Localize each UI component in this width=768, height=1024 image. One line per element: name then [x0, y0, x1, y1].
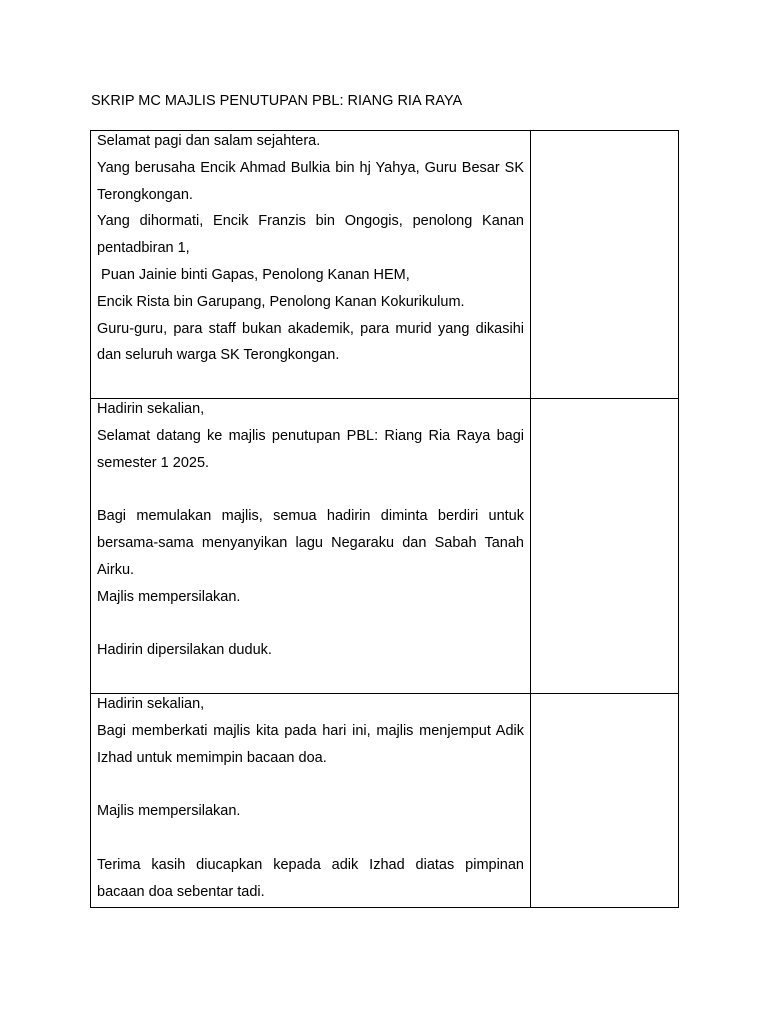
script-line: Majlis mempersilakan.	[97, 588, 241, 605]
script-line: Encik Rista bin Garupang, Penolong Kanan Kokurikulum.	[97, 293, 465, 310]
script-line: Yang berusaha Encik Ahmad Bulkia bin hj Yahya, Guru Besar SK Terongkongan.	[97, 159, 524, 203]
blank-line	[97, 610, 524, 637]
script-cell	[91, 131, 531, 399]
script-line: Bagi memberkati majlis kita pada hari ini, majlis menjemput Adik Izhad untuk memimpin bacaan doa.	[97, 722, 524, 766]
script-table	[90, 130, 679, 908]
blank-line	[97, 476, 524, 503]
script-line: Hadirin dipersilakan duduk.	[97, 642, 272, 659]
table-row	[91, 399, 679, 694]
script-line: Selamat pagi dan salam sejahtera.	[97, 133, 321, 149]
blank-line	[97, 771, 524, 798]
note-cell	[531, 399, 679, 694]
script-line: Selamat datang ke majlis penutupan PBL: Riang Ria Raya bagi semester 1 2025.	[97, 427, 524, 471]
page-title: SKRIP MC MAJLIS PENUTUPAN PBL: RIANG RIA RAYA	[91, 93, 463, 109]
script-line: Terima kasih diucapkan kepada adik Izhad diatas pimpinan bacaan doa sebentar tadi.	[97, 856, 524, 900]
script-line: Hadirin sekalian,	[97, 696, 205, 712]
script-cell	[91, 694, 531, 908]
note-cell	[531, 694, 679, 908]
script-line: Puan Jainie binti Gapas, Penolong Kanan HEM,	[97, 266, 410, 283]
script-line: Yang dihormati, Encik Franzis bin Ongogis, penolong Kanan pentadbiran 1,	[97, 213, 524, 257]
note-cell	[531, 131, 679, 399]
table-row	[91, 694, 679, 908]
script-line: Bagi memulakan majlis, semua hadirin diminta berdiri untuk bersama-sama menyanyikan lagu Negaraku dan Sabah Tanah Airku.	[97, 508, 524, 578]
blank-line	[97, 825, 524, 852]
table-row	[91, 131, 679, 399]
script-line: Hadirin sekalian,	[97, 401, 205, 417]
script-line: Guru-guru, para staff bukan akademik, para murid yang dikasihi dan seluruh warga SK Terongkongan.	[97, 320, 524, 364]
script-line: Majlis mempersilakan.	[97, 803, 241, 820]
script-cell	[91, 399, 531, 694]
